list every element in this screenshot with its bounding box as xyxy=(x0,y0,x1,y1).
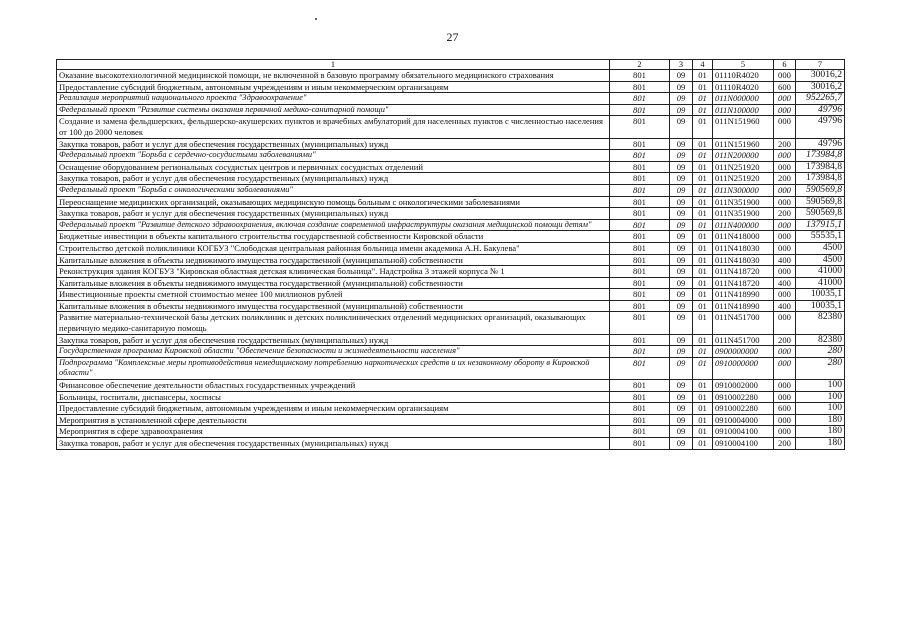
row-subsection-cell: 01 xyxy=(693,104,713,116)
row-section-cell: 09 xyxy=(670,266,693,278)
row-sum-cell: 173984,8 xyxy=(796,161,845,173)
row-sum-cell: 180 xyxy=(796,438,845,450)
row-subsection-cell: 01 xyxy=(693,93,713,105)
row-section-cell: 09 xyxy=(670,346,693,358)
row-grbs-cell: 801 xyxy=(610,254,670,266)
row-subsection-cell: 01 xyxy=(693,254,713,266)
row-section-cell: 09 xyxy=(670,254,693,266)
row-section-cell: 09 xyxy=(670,277,693,289)
row-section-cell: 09 xyxy=(670,289,693,301)
row-section-cell: 09 xyxy=(670,93,693,105)
row-section-cell: 09 xyxy=(670,196,693,208)
row-grbs-cell: 801 xyxy=(610,70,670,82)
row-subsection-cell: 01 xyxy=(693,346,713,358)
row-name-cell: Капитальные вложения в объекты недвижимого имущества государственной (муниципальной) собственности xyxy=(57,277,610,289)
scan-speck xyxy=(315,18,317,20)
header-col-4: 4 xyxy=(693,60,713,70)
row-sum-cell: 49796 xyxy=(796,138,845,150)
row-grbs-cell: 801 xyxy=(610,150,670,162)
row-name-cell: Предоставление субсидий бюджетным, автономным учреждениям и иным некоммерческим организациям xyxy=(57,81,610,93)
row-target-article-cell: 011N251920 xyxy=(713,161,774,173)
row-target-article-cell: 011N451700 xyxy=(713,334,774,346)
row-target-article-cell: 011N000000 xyxy=(713,93,774,105)
row-sum-cell: 180 xyxy=(796,414,845,426)
row-name-cell: Закупка товаров, работ и услуг для обеспечения государственных (муниципальных) нужд xyxy=(57,138,610,150)
row-expense-type-cell: 000 xyxy=(774,266,796,278)
row-name-cell: Финансовое обеспечение деятельности областных государственных учреждений xyxy=(57,380,610,392)
row-grbs-cell: 801 xyxy=(610,403,670,415)
row-expense-type-cell: 600 xyxy=(774,403,796,415)
row-grbs-cell: 801 xyxy=(610,242,670,254)
table-row xyxy=(57,334,845,346)
row-grbs-cell: 801 xyxy=(610,266,670,278)
row-sum-cell: 41000 xyxy=(796,266,845,278)
row-target-article-cell: 0910002000 xyxy=(713,380,774,392)
row-subsection-cell: 01 xyxy=(693,231,713,243)
row-expense-type-cell: 000 xyxy=(774,414,796,426)
table-row xyxy=(57,266,845,278)
row-grbs-cell: 801 xyxy=(610,346,670,358)
table-row xyxy=(57,161,845,173)
row-grbs-cell: 801 xyxy=(610,312,670,334)
row-sum-cell: 590569,8 xyxy=(796,184,845,196)
row-section-cell: 09 xyxy=(670,104,693,116)
row-grbs-cell: 801 xyxy=(610,219,670,231)
row-name-cell: Федеральный проект "Развитие системы оказания первичной медико-санитарной помощи" xyxy=(57,104,610,116)
row-sum-cell: 180 xyxy=(796,426,845,438)
row-sum-cell: 280 xyxy=(796,346,845,358)
row-grbs-cell: 801 xyxy=(610,414,670,426)
row-subsection-cell: 01 xyxy=(693,81,713,93)
row-target-article-cell: 011N351900 xyxy=(713,208,774,220)
table-row xyxy=(57,116,845,138)
row-name-cell: Закупка товаров, работ и услуг для обеспечения государственных (муниципальных) нужд xyxy=(57,173,610,185)
row-grbs-cell: 801 xyxy=(610,380,670,392)
header-col-6: 6 xyxy=(774,60,796,70)
row-grbs-cell: 801 xyxy=(610,184,670,196)
row-section-cell: 09 xyxy=(670,357,693,379)
table-row xyxy=(57,403,845,415)
row-sum-cell: 137915,1 xyxy=(796,219,845,231)
row-expense-type-cell: 000 xyxy=(774,70,796,82)
table-row xyxy=(57,357,845,379)
row-grbs-cell: 801 xyxy=(610,173,670,185)
row-expense-type-cell: 200 xyxy=(774,173,796,185)
header-col-7: 7 xyxy=(796,60,845,70)
row-expense-type-cell: 000 xyxy=(774,242,796,254)
row-expense-type-cell: 000 xyxy=(774,116,796,138)
table-row xyxy=(57,81,845,93)
row-expense-type-cell: 000 xyxy=(774,231,796,243)
row-subsection-cell: 01 xyxy=(693,426,713,438)
row-sum-cell: 10035,1 xyxy=(796,289,845,301)
table-row xyxy=(57,93,845,105)
row-target-article-cell: 011N418990 xyxy=(713,289,774,301)
row-name-cell: Федеральный проект "Борьба с сердечно-сосудистыми заболеваниями" xyxy=(57,150,610,162)
row-target-article-cell: 0910004000 xyxy=(713,414,774,426)
row-subsection-cell: 01 xyxy=(693,266,713,278)
table-row xyxy=(57,289,845,301)
row-sum-cell: 173984,8 xyxy=(796,150,845,162)
row-section-cell: 09 xyxy=(670,138,693,150)
row-grbs-cell: 801 xyxy=(610,104,670,116)
row-target-article-cell: 011N251920 xyxy=(713,173,774,185)
row-section-cell: 09 xyxy=(670,391,693,403)
row-grbs-cell: 801 xyxy=(610,138,670,150)
row-expense-type-cell: 400 xyxy=(774,277,796,289)
row-section-cell: 09 xyxy=(670,414,693,426)
row-name-cell: Оказание высокотехнологичной медицинской помощи, не включенной в базовую программу обязательного медицинского страхования xyxy=(57,70,610,82)
row-section-cell: 09 xyxy=(670,312,693,334)
row-grbs-cell: 801 xyxy=(610,161,670,173)
row-sum-cell: 41000 xyxy=(796,277,845,289)
row-sum-cell: 30016,2 xyxy=(796,70,845,82)
row-name-cell: Закупка товаров, работ и услуг для обеспечения государственных (муниципальных) нужд xyxy=(57,438,610,450)
table-row xyxy=(57,104,845,116)
row-subsection-cell: 01 xyxy=(693,277,713,289)
row-grbs-cell: 801 xyxy=(610,391,670,403)
row-sum-cell: 173984,8 xyxy=(796,173,845,185)
table-row xyxy=(57,231,845,243)
row-grbs-cell: 801 xyxy=(610,289,670,301)
row-expense-type-cell: 000 xyxy=(774,289,796,301)
row-subsection-cell: 01 xyxy=(693,116,713,138)
row-expense-type-cell: 600 xyxy=(774,81,796,93)
row-subsection-cell: 01 xyxy=(693,150,713,162)
row-subsection-cell: 01 xyxy=(693,380,713,392)
row-name-cell: Федеральный проект "Борьба с онкологическими заболеваниями" xyxy=(57,184,610,196)
row-subsection-cell: 01 xyxy=(693,289,713,301)
row-section-cell: 09 xyxy=(670,380,693,392)
header-col-3: 3 xyxy=(670,60,693,70)
row-expense-type-cell: 000 xyxy=(774,184,796,196)
row-sum-cell: 30016,2 xyxy=(796,81,845,93)
row-grbs-cell: 801 xyxy=(610,426,670,438)
row-sum-cell: 590569,8 xyxy=(796,196,845,208)
row-subsection-cell: 01 xyxy=(693,161,713,173)
row-name-cell: Мероприятия в сфере здравоохранения xyxy=(57,426,610,438)
row-expense-type-cell: 000 xyxy=(774,93,796,105)
table-body xyxy=(57,70,845,450)
row-name-cell: Закупка товаров, работ и услуг для обеспечения государственных (муниципальных) нужд xyxy=(57,334,610,346)
row-section-cell: 09 xyxy=(670,219,693,231)
row-target-article-cell: 011N151960 xyxy=(713,138,774,150)
row-section-cell: 09 xyxy=(670,438,693,450)
row-name-cell: Оснащение оборудованием региональных сосудистых центров и первичных сосудистых отделений xyxy=(57,161,610,173)
row-expense-type-cell: 000 xyxy=(774,104,796,116)
table-row xyxy=(57,196,845,208)
table-row xyxy=(57,426,845,438)
row-sum-cell: 4500 xyxy=(796,254,845,266)
row-name-cell: Федеральный проект "Развитие детского здравоохранения, включая создание современной инфраструктуры оказания медицинской помощи детям" xyxy=(57,219,610,231)
row-expense-type-cell: 200 xyxy=(774,438,796,450)
row-section-cell: 09 xyxy=(670,242,693,254)
row-name-cell: Капитальные вложения в объекты недвижимого имущества государственной (муниципальной) собственности xyxy=(57,254,610,266)
row-section-cell: 09 xyxy=(670,173,693,185)
row-sum-cell: 82380 xyxy=(796,312,845,334)
table-row xyxy=(57,173,845,185)
row-sum-cell: 82380 xyxy=(796,334,845,346)
row-name-cell: Создание и замена фельдшерских, фельдшерско-акушерских пунктов и врачебных амбулаторий для населенных пунктов с численностью населения от 100 до 2000 человек xyxy=(57,116,610,138)
row-target-article-cell: 011N418030 xyxy=(713,254,774,266)
row-sum-cell: 55535,1 xyxy=(796,231,845,243)
row-target-article-cell: 011N400000 xyxy=(713,219,774,231)
row-section-cell: 09 xyxy=(670,334,693,346)
row-section-cell: 09 xyxy=(670,150,693,162)
row-target-article-cell: 0910002280 xyxy=(713,403,774,415)
row-subsection-cell: 01 xyxy=(693,300,713,312)
row-target-article-cell: 011N418000 xyxy=(713,231,774,243)
header-col-5: 5 xyxy=(713,60,774,70)
page-number: 27 xyxy=(446,30,459,44)
row-grbs-cell: 801 xyxy=(610,208,670,220)
row-target-article-cell: 0910000000 xyxy=(713,357,774,379)
row-name-cell: Строительство детской поликлиники КОГБУЗ "Слободская центральная районная больница имени академика А.Н. Бакулева" xyxy=(57,242,610,254)
header-col-2: 2 xyxy=(610,60,670,70)
row-name-cell: Инвестиционные проекты сметной стоимостью менее 100 миллионов рублей xyxy=(57,289,610,301)
row-target-article-cell: 011N100000 xyxy=(713,104,774,116)
row-sum-cell: 49796 xyxy=(796,116,845,138)
row-subsection-cell: 01 xyxy=(693,357,713,379)
row-section-cell: 09 xyxy=(670,70,693,82)
row-expense-type-cell: 000 xyxy=(774,391,796,403)
table-row xyxy=(57,70,845,82)
row-expense-type-cell: 200 xyxy=(774,208,796,220)
row-section-cell: 09 xyxy=(670,184,693,196)
row-subsection-cell: 01 xyxy=(693,403,713,415)
row-grbs-cell: 801 xyxy=(610,357,670,379)
row-grbs-cell: 801 xyxy=(610,231,670,243)
row-target-article-cell: 011N300000 xyxy=(713,184,774,196)
row-name-cell: Реконструкция здания КОГБУЗ "Кировская областная детская клиническая больница". Надстройка 3 этажей корпуса № 1 xyxy=(57,266,610,278)
row-section-cell: 09 xyxy=(670,403,693,415)
table-row xyxy=(57,138,845,150)
row-subsection-cell: 01 xyxy=(693,173,713,185)
row-expense-type-cell: 000 xyxy=(774,219,796,231)
row-grbs-cell: 801 xyxy=(610,277,670,289)
row-sum-cell: 49796 xyxy=(796,104,845,116)
table-row xyxy=(57,380,845,392)
table-row xyxy=(57,208,845,220)
row-target-article-cell: 0910004100 xyxy=(713,438,774,450)
row-name-cell: Государственная программа Кировской области "Обеспечение безопасности и жизнедеятельности населения" xyxy=(57,346,610,358)
row-target-article-cell: 011N418030 xyxy=(713,242,774,254)
row-target-article-cell: 011N351900 xyxy=(713,196,774,208)
row-name-cell: Больницы, госпитали, диспансеры, хосписы xyxy=(57,391,610,403)
row-expense-type-cell: 200 xyxy=(774,138,796,150)
table-row xyxy=(57,184,845,196)
table-row xyxy=(57,242,845,254)
row-section-cell: 09 xyxy=(670,426,693,438)
row-section-cell: 09 xyxy=(670,300,693,312)
row-grbs-cell: 801 xyxy=(610,116,670,138)
row-subsection-cell: 01 xyxy=(693,196,713,208)
row-name-cell: Предоставление субсидий бюджетным, автономным учреждениям и иным некоммерческим организациям xyxy=(57,403,610,415)
row-subsection-cell: 01 xyxy=(693,438,713,450)
row-sum-cell: 100 xyxy=(796,403,845,415)
row-target-article-cell: 011N418720 xyxy=(713,266,774,278)
row-expense-type-cell: 000 xyxy=(774,150,796,162)
row-target-article-cell: 0910004100 xyxy=(713,426,774,438)
row-section-cell: 09 xyxy=(670,116,693,138)
row-subsection-cell: 01 xyxy=(693,334,713,346)
row-expense-type-cell: 000 xyxy=(774,196,796,208)
row-sum-cell: 590569,8 xyxy=(796,208,845,220)
row-sum-cell: 10035,1 xyxy=(796,300,845,312)
budget-table xyxy=(56,59,845,450)
row-target-article-cell: 011N451700 xyxy=(713,312,774,334)
row-name-cell: Подпрограмма "Комплексные меры противодействия немедицинскому потреблению наркотических средств и их незаконному обороту в Кировской области" xyxy=(57,357,610,379)
row-sum-cell: 4500 xyxy=(796,242,845,254)
row-name-cell: Бюджетные инвестиции в объекты капитального строительства государственной собственности Кировской области xyxy=(57,231,610,243)
row-target-article-cell: 011N418720 xyxy=(713,277,774,289)
row-name-cell: Развитие материально-технической базы детских поликлиник и детских поликлинических отделений медицинских организаций, оказывающих первичную медико-санитарную помощь xyxy=(57,312,610,334)
header-col-1: 1 xyxy=(57,60,610,70)
row-target-article-cell: 011N418990 xyxy=(713,300,774,312)
row-grbs-cell: 801 xyxy=(610,438,670,450)
row-subsection-cell: 01 xyxy=(693,219,713,231)
row-grbs-cell: 801 xyxy=(610,196,670,208)
row-subsection-cell: 01 xyxy=(693,414,713,426)
table-row xyxy=(57,254,845,266)
row-subsection-cell: 01 xyxy=(693,70,713,82)
table-row xyxy=(57,312,845,334)
row-section-cell: 09 xyxy=(670,161,693,173)
row-section-cell: 09 xyxy=(670,81,693,93)
table-row xyxy=(57,277,845,289)
row-target-article-cell: 01110R4020 xyxy=(713,81,774,93)
row-name-cell: Мероприятия в установленной сфере деятельности xyxy=(57,414,610,426)
table-row xyxy=(57,391,845,403)
row-expense-type-cell: 400 xyxy=(774,300,796,312)
row-target-article-cell: 011N151960 xyxy=(713,116,774,138)
row-grbs-cell: 801 xyxy=(610,300,670,312)
row-name-cell: Капитальные вложения в объекты недвижимого имущества государственной (муниципальной) собственности xyxy=(57,300,610,312)
row-subsection-cell: 01 xyxy=(693,208,713,220)
row-expense-type-cell: 000 xyxy=(774,161,796,173)
table-row xyxy=(57,438,845,450)
row-expense-type-cell: 000 xyxy=(774,357,796,379)
row-name-cell: Переоснащение медицинских организаций, оказывающих медицинскую помощь больным с онкологическими заболеваниями xyxy=(57,196,610,208)
row-sum-cell: 952265,7 xyxy=(796,93,845,105)
table-row xyxy=(57,414,845,426)
row-expense-type-cell: 000 xyxy=(774,426,796,438)
row-expense-type-cell: 000 xyxy=(774,312,796,334)
row-expense-type-cell: 200 xyxy=(774,334,796,346)
row-target-article-cell: 011N200000 xyxy=(713,150,774,162)
row-name-cell: Закупка товаров, работ и услуг для обеспечения государственных (муниципальных) нужд xyxy=(57,208,610,220)
table-row xyxy=(57,150,845,162)
row-subsection-cell: 01 xyxy=(693,184,713,196)
row-grbs-cell: 801 xyxy=(610,81,670,93)
row-expense-type-cell: 000 xyxy=(774,380,796,392)
row-section-cell: 09 xyxy=(670,231,693,243)
row-grbs-cell: 801 xyxy=(610,334,670,346)
row-sum-cell: 100 xyxy=(796,391,845,403)
row-expense-type-cell: 000 xyxy=(774,346,796,358)
table-row xyxy=(57,300,845,312)
row-section-cell: 09 xyxy=(670,208,693,220)
row-subsection-cell: 01 xyxy=(693,391,713,403)
row-target-article-cell: 0900000000 xyxy=(713,346,774,358)
row-subsection-cell: 01 xyxy=(693,312,713,334)
row-name-cell: Реализация мероприятий национального проекта "Здравоохранение" xyxy=(57,93,610,105)
row-sum-cell: 100 xyxy=(796,380,845,392)
row-sum-cell: 280 xyxy=(796,357,845,379)
row-grbs-cell: 801 xyxy=(610,93,670,105)
row-target-article-cell: 0910002280 xyxy=(713,391,774,403)
table-row xyxy=(57,346,845,358)
row-target-article-cell: 01110R4020 xyxy=(713,70,774,82)
header-row xyxy=(57,60,845,70)
row-subsection-cell: 01 xyxy=(693,138,713,150)
table-row xyxy=(57,219,845,231)
row-expense-type-cell: 400 xyxy=(774,254,796,266)
row-subsection-cell: 01 xyxy=(693,242,713,254)
